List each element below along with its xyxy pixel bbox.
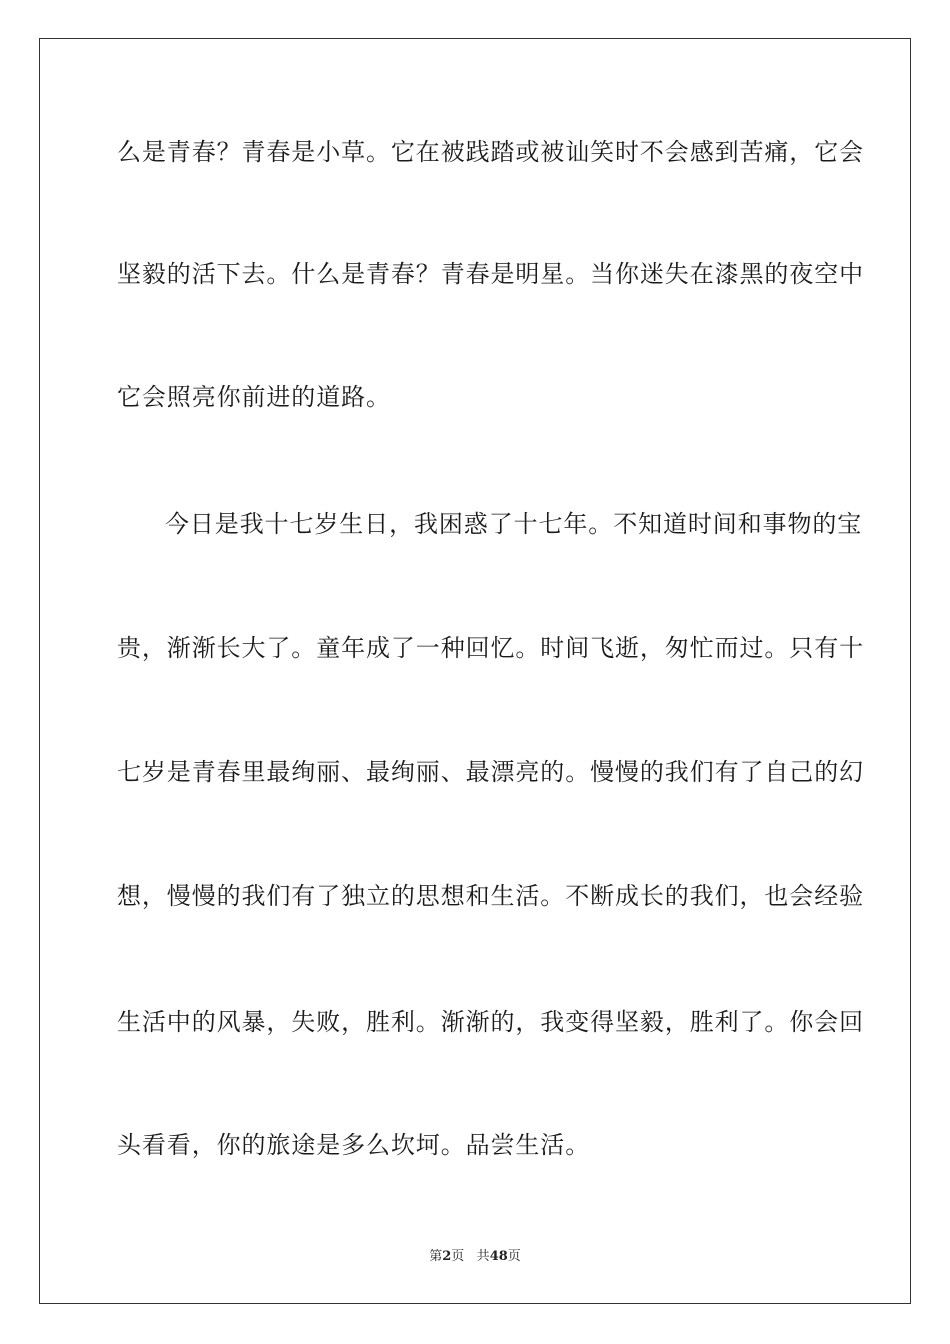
page-footer: [0, 1248, 950, 1266]
text-line-9: 头看看，你的旅途是多么坎坷。品尝生活。: [117, 1131, 591, 1159]
text-line-7: 想，慢慢的我们有了独立的思想和生活。不断成长的我们，也会经验: [117, 882, 864, 910]
total-pages-suffix: 页: [507, 1249, 521, 1264]
total-pages-prefix: 共: [476, 1249, 490, 1264]
page-number: 2: [442, 1249, 452, 1264]
text-line-3: 它会照亮你前进的道路。: [117, 383, 391, 411]
page-number-prefix: 第: [429, 1249, 443, 1264]
text-line-1: 么是青春？青春是小草。它在被践踏或被讪笑时不会感到苦痛，它会: [117, 138, 864, 166]
page-number-suffix: 页: [451, 1249, 465, 1264]
text-line-6: 七岁是青春里最绚丽、最绚丽、最漂亮的。慢慢的我们有了自己的幻: [117, 758, 864, 786]
text-line-2: 坚毅的活下去。什么是青春？青春是明星。当你迷失在漆黑的夜空中: [117, 260, 864, 288]
page-border: [39, 38, 911, 1304]
total-pages: 48: [489, 1249, 508, 1264]
text-line-4: 今日是我十七岁生日，我困惑了十七年。不知道时间和事物的宝: [165, 510, 863, 538]
text-line-8: 生活中的风暴，失败，胜利。渐渐的，我变得坚毅，胜利了。你会回: [117, 1008, 864, 1036]
text-line-5: 贵，渐渐长大了。童年成了一种回忆。时间飞逝，匆忙而过。只有十: [117, 634, 864, 662]
